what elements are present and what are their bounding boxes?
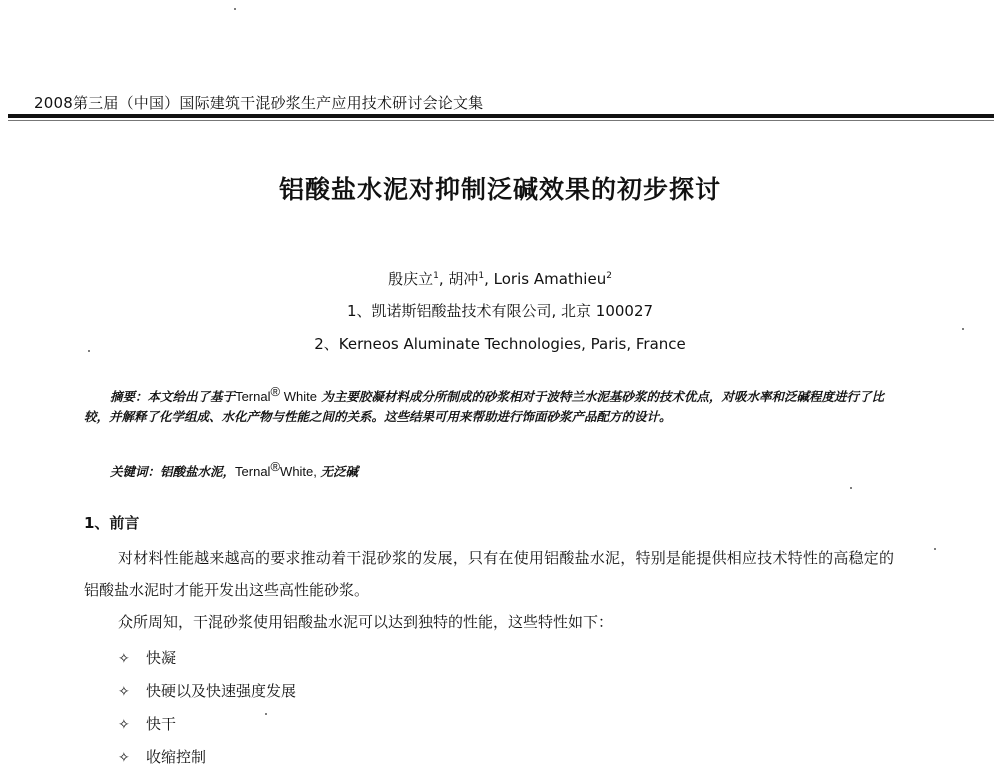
author-affiliation-mark: 2 [606, 271, 612, 281]
list-item [118, 642, 296, 675]
scan-speck [850, 487, 852, 489]
scan-speck [88, 350, 90, 352]
header-rule-thin [8, 120, 994, 121]
author-name: 殷庆立 [388, 270, 434, 288]
diamond-bullet-icon: ✧ [118, 750, 130, 766]
list-item [118, 708, 296, 741]
author-name: Loris Amathieu [493, 270, 607, 288]
list-item-text: 快凝 [146, 649, 177, 667]
diamond-bullet-icon: ✧ [118, 651, 130, 667]
list-item-text: 快干 [146, 715, 177, 733]
paper-title: 铝酸盐水泥对抑制泛碱效果的初步探讨 [278, 175, 721, 204]
keywords-label: 关键词： [110, 464, 161, 480]
running-title: 2008第三届（中国）国际建筑干混砂浆生产应用技术研讨会论文集 [34, 94, 484, 112]
author-separator: , [484, 270, 494, 288]
scan-speck [934, 548, 936, 550]
scan-speck [265, 713, 267, 715]
property-list [118, 642, 296, 774]
diamond-bullet-icon: ✧ [118, 717, 130, 733]
abstract [84, 382, 884, 427]
intro-paragraph-2: 众所周知，干混砂浆使用铝酸盐水泥可以达到独特的性能，这些特性如下： [118, 613, 614, 631]
registered-mark: ® [270, 384, 281, 399]
list-item [118, 675, 296, 708]
author-name: 胡冲 [448, 270, 479, 288]
abstract-text-post: 为主要胶凝材料成分所制成的砂浆相对于波特兰水泥基砂浆的技术优点，对吸水率和泛碱程度进行了比较，并解释了化学组成、水化产物与性能之间的关系。这些结果可用来帮助进行饰面砂浆产品配方的设计。 [84, 389, 884, 425]
list-item-text: 快硬以及快速强度发展 [146, 682, 297, 700]
affiliation-2: 2、Kerneos Aluminate Technologies, Paris, France [314, 335, 686, 353]
brand-name: Ternal [235, 389, 271, 405]
affiliation-1: 1、凯诺斯铝酸盐技术有限公司, 北京 100027 [346, 302, 654, 320]
diamond-bullet-icon: ✧ [118, 684, 130, 700]
section-heading: 1、前言 [84, 514, 140, 532]
keyword-brand: Ternal [235, 464, 271, 480]
keywords [110, 459, 358, 480]
author-affiliation-mark: 1 [433, 271, 439, 281]
author-separator: , [438, 270, 449, 288]
scan-speck [962, 328, 964, 330]
abstract-label: 摘要： [110, 389, 148, 405]
list-item [118, 741, 296, 774]
list-item-text: 收缩控制 [146, 748, 207, 766]
registered-mark: ® [270, 459, 281, 474]
header-rule [8, 114, 994, 118]
abstract-text-pre: 本文给出了基于 [147, 389, 236, 405]
author-affiliation-mark: 1 [478, 271, 485, 281]
keyword-1: 铝酸盐水泥， [160, 464, 236, 480]
keyword-brand-suffix: White, [280, 464, 321, 480]
intro-paragraph-1: 对材料性能越来越高的要求推动着干混砂浆的发展，只有在使用铝酸盐水泥，特别是能提供相应技术特性的高稳定的铝酸盐水泥时才能开发出这些高性能砂浆。 [84, 549, 894, 599]
author-line [0, 268, 1000, 289]
keyword-3: 无泛碱 [320, 464, 359, 480]
scan-speck [234, 8, 236, 10]
brand-suffix: White [280, 389, 317, 405]
